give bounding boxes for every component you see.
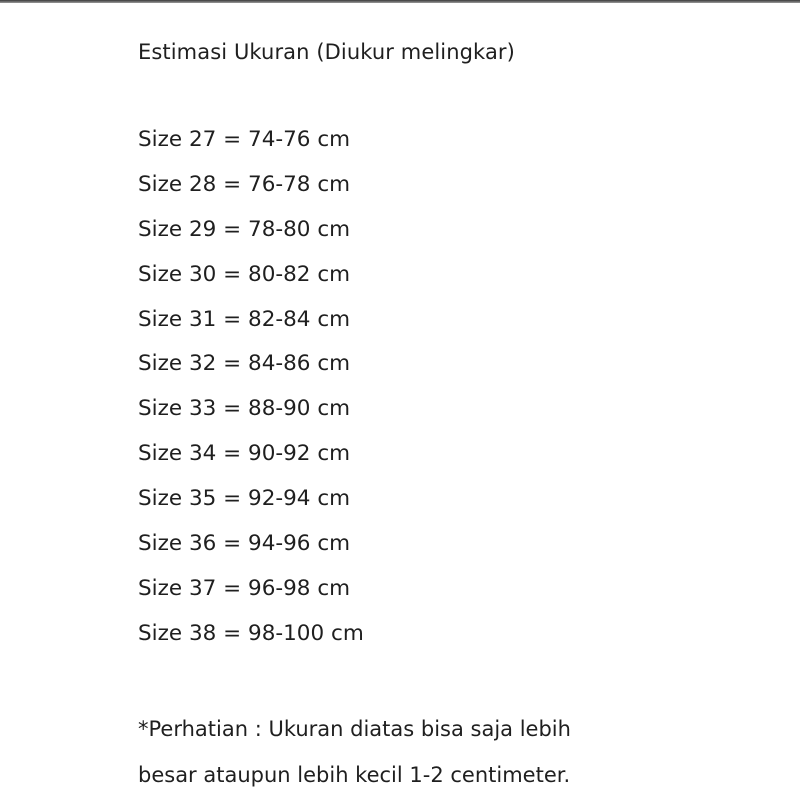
size-row: Size 28 = 76-78 cm [138,171,351,197]
size-row: Size 31 = 82-84 cm [138,306,351,332]
size-list [138,124,364,663]
size-row: Size 27 = 74-76 cm [138,127,351,152]
size-note [138,706,571,798]
size-row: Size 38 = 98-100 cm [138,620,364,646]
size-row: Size 36 = 94-96 cm [138,531,351,557]
page-title: Estimasi Ukuran (Diukur melingkar) [138,40,515,64]
size-row: Size 30 = 80-82 cm [138,261,351,287]
size-row: Size 34 = 90-92 cm [138,441,351,467]
size-row: Size 33 = 88-90 cm [138,396,351,422]
size-row: Size 35 = 92-94 cm [138,486,351,512]
size-row: Size 32 = 84-86 cm [138,351,351,377]
size-row: Size 37 = 96-98 cm [138,575,351,601]
note-line-2: besar ataupun lebih kecil 1-2 centimeter. [138,763,571,787]
note-line-1: *Perhatian : Ukuran diatas bisa saja lebih [138,717,571,741]
top-border [0,0,800,3]
size-row: Size 29 = 78-80 cm [138,216,351,242]
